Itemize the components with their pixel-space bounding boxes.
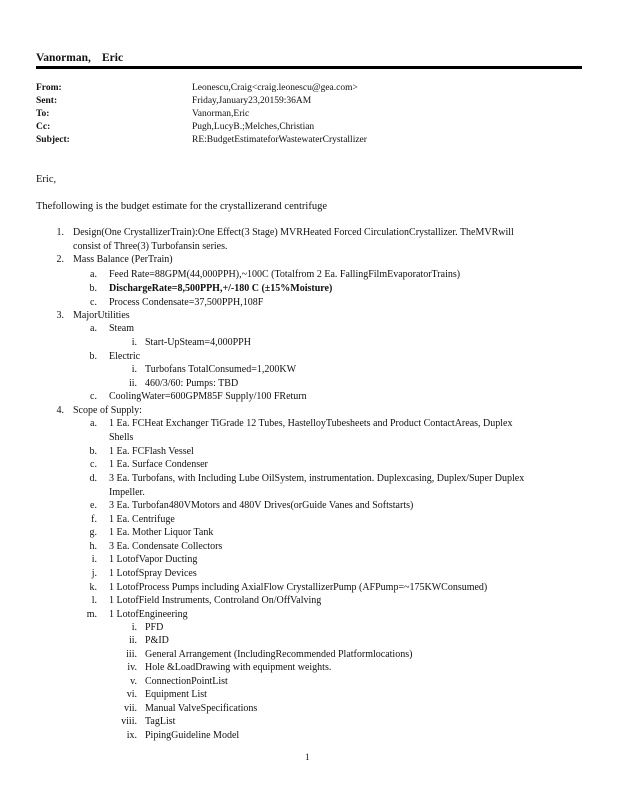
list-item-number: c. [90, 296, 97, 308]
header-value: Friday,January23,20159:36AM [192, 96, 312, 107]
list-item-number: vi. [126, 689, 137, 700]
list-item-text: Turbofans TotalConsumed=1,200KW [145, 364, 297, 375]
list-item-text: Hole &LoadDrawing with equipment weights. [145, 662, 332, 673]
list-item-number: e. [90, 500, 97, 511]
list-item-text: Design(One CrystallizerTrain):One Effect(3 Stage) MVRHeated Forced CirculationCrystallizer. TheMVRwill [73, 227, 514, 238]
list-item-text: Feed Rate=88GPM(44,000PPH),~100C (Totalfrom 2 Ea. FallingFilmEvaporatorTrains) [109, 268, 461, 280]
list-item-number: h. [89, 540, 97, 552]
greeting: Eric, [36, 174, 57, 185]
list-item-number: i. [91, 554, 97, 565]
list-item-text: 1 LotofSpray Devices [109, 568, 197, 579]
list-item-number: a. [90, 418, 97, 429]
header-row-from [36, 82, 582, 95]
list-item-number: b. [89, 282, 97, 294]
list-item-number: i. [131, 621, 137, 633]
list-item-text: Equipment List [145, 689, 207, 700]
list-item-text: 3 Ea. Turbofans, with Including Lube OilSystem, instrumentation. Duplexcasing, Duplex/Super Duplex [109, 473, 525, 484]
list-item-number: 4. [56, 404, 64, 416]
list-item-number: iii. [126, 648, 137, 660]
list-item-text: Electric [109, 350, 141, 362]
header-rule [36, 66, 582, 69]
list-item-text: 1 Ea. Centrifuge [109, 513, 175, 525]
list-item-number: i. [131, 364, 137, 375]
list-item-text: General Arrangement (IncludingRecommended Platformlocations) [145, 648, 413, 660]
list-item-text: Impeller. [109, 486, 145, 498]
list-item-number: v. [130, 675, 137, 687]
list-item-text: 1 LotofProcess Pumps including AxialFlow CrystallizerPump (AFPump=~175KWConsumed) [109, 581, 488, 593]
list-item-text: Process Condensate=37,500PPH,108F [109, 296, 264, 308]
list-item-number: a. [90, 268, 97, 280]
list-item-text: MajorUtilities [73, 309, 130, 321]
list-item-number: m. [86, 608, 97, 620]
list-item-number: d. [89, 473, 97, 484]
list-item-number: 2. [56, 254, 64, 265]
header-label: Cc: [36, 122, 51, 133]
list-item-number: c. [90, 391, 97, 402]
intro-paragraph: Thefollowing is the budget estimate for the crystallizerand centrifuge [36, 201, 327, 212]
list-item-number: iv. [127, 662, 137, 673]
header-row-to [36, 108, 582, 121]
list-item-text: Manual ValveSpecifications [145, 702, 258, 714]
header-value: Leonescu,Craig<craig.leonescu@gea.com> [192, 83, 358, 93]
list-item-text: Start-UpSteam=4,000PPH [145, 337, 251, 348]
list-item-text: 1 Ea. Surface Condenser [109, 459, 208, 470]
list-item-number: ii. [128, 635, 137, 646]
list-item-text: PipingGuideline Model [145, 729, 240, 741]
header-label: To: [36, 109, 50, 120]
list-item-text: DischargeRate=8,500PPH,+/-180 C (±15%Moisture) [109, 282, 333, 294]
list-item-text: 1 Ea. FCFlash Vessel [109, 445, 194, 457]
list-item-number: l. [91, 595, 97, 606]
page-number: 1 [305, 752, 310, 762]
list-item-text: 1 Ea. Mother Liquor Tank [109, 527, 214, 538]
list-item-text: Steam [109, 323, 134, 334]
list-item-number: f. [91, 513, 97, 525]
sender-name [36, 52, 124, 64]
list-item-number: c. [90, 459, 97, 470]
header-value: Vanorman,Eric [192, 109, 250, 120]
list-item-text: Scope of Supply: [73, 404, 142, 416]
sender-first-name: Eric [102, 52, 124, 64]
list-item-number: 3. [56, 309, 64, 321]
list-item-text: 460/3/60: Pumps: TBD [145, 377, 239, 389]
header-label: From: [36, 83, 62, 93]
list-item-text: 1 LotofEngineering [109, 608, 188, 620]
list-item-text: Shells [109, 431, 134, 443]
list-item-number: ii. [128, 377, 137, 389]
list-item-number: b. [89, 350, 97, 362]
list-item-number: k. [89, 581, 97, 593]
list-item-number: b. [89, 445, 97, 457]
list-item-number: vii. [123, 702, 137, 714]
list-item-text: PFD [145, 621, 164, 633]
header-value: RE:BudgetEstimateforWastewaterCrystallizer [192, 135, 367, 146]
header-label: Subject: [36, 135, 70, 146]
list-item-number: a. [90, 323, 97, 334]
list-item-text: TagList [145, 716, 176, 727]
list-item-text: Mass Balance (PerTrain) [73, 254, 173, 265]
list-item-text: ConnectionPointList [145, 675, 228, 687]
list-item-number: i. [131, 337, 137, 348]
list-item-text: CoolingWater=600GPM85F Supply/100 FReturn [109, 391, 307, 402]
list-item-text: 1 LotofField Instruments, Controland On/OffValving [109, 595, 322, 606]
list-item-text: consist of Three(3) Turbofansin series. [73, 240, 228, 252]
list-item-number: 1. [56, 227, 64, 238]
email-header [36, 82, 582, 147]
header-label: Sent: [36, 96, 58, 107]
list-item-text: 3 Ea. Condensate Collectors [109, 540, 223, 552]
header-row-sent [36, 95, 582, 108]
list-item-number: g. [89, 527, 97, 538]
list-item-text: 3 Ea. Turbofan480VMotors and 480V Drives(orGuide Vanes and Softstarts) [109, 500, 414, 511]
list-item-text: 1 Ea. FCHeat Exchanger TiGrade 12 Tubes, HastelloyTubesheets and Product ContactAreas, Duplex [109, 418, 513, 429]
sender-last-name: Vanorman, [36, 52, 91, 64]
list-item-number: j. [91, 568, 97, 579]
list-item-number: viii. [121, 716, 137, 727]
list-item-text: P&ID [145, 635, 169, 646]
header-value: Pugh,LucyB.;Melches,Christian [192, 122, 315, 133]
header-row-subject [36, 134, 582, 147]
list-item-text: 1 LotofVapor Ducting [109, 554, 198, 565]
list-item-number: ix. [126, 729, 137, 741]
header-row-cc [36, 121, 582, 134]
